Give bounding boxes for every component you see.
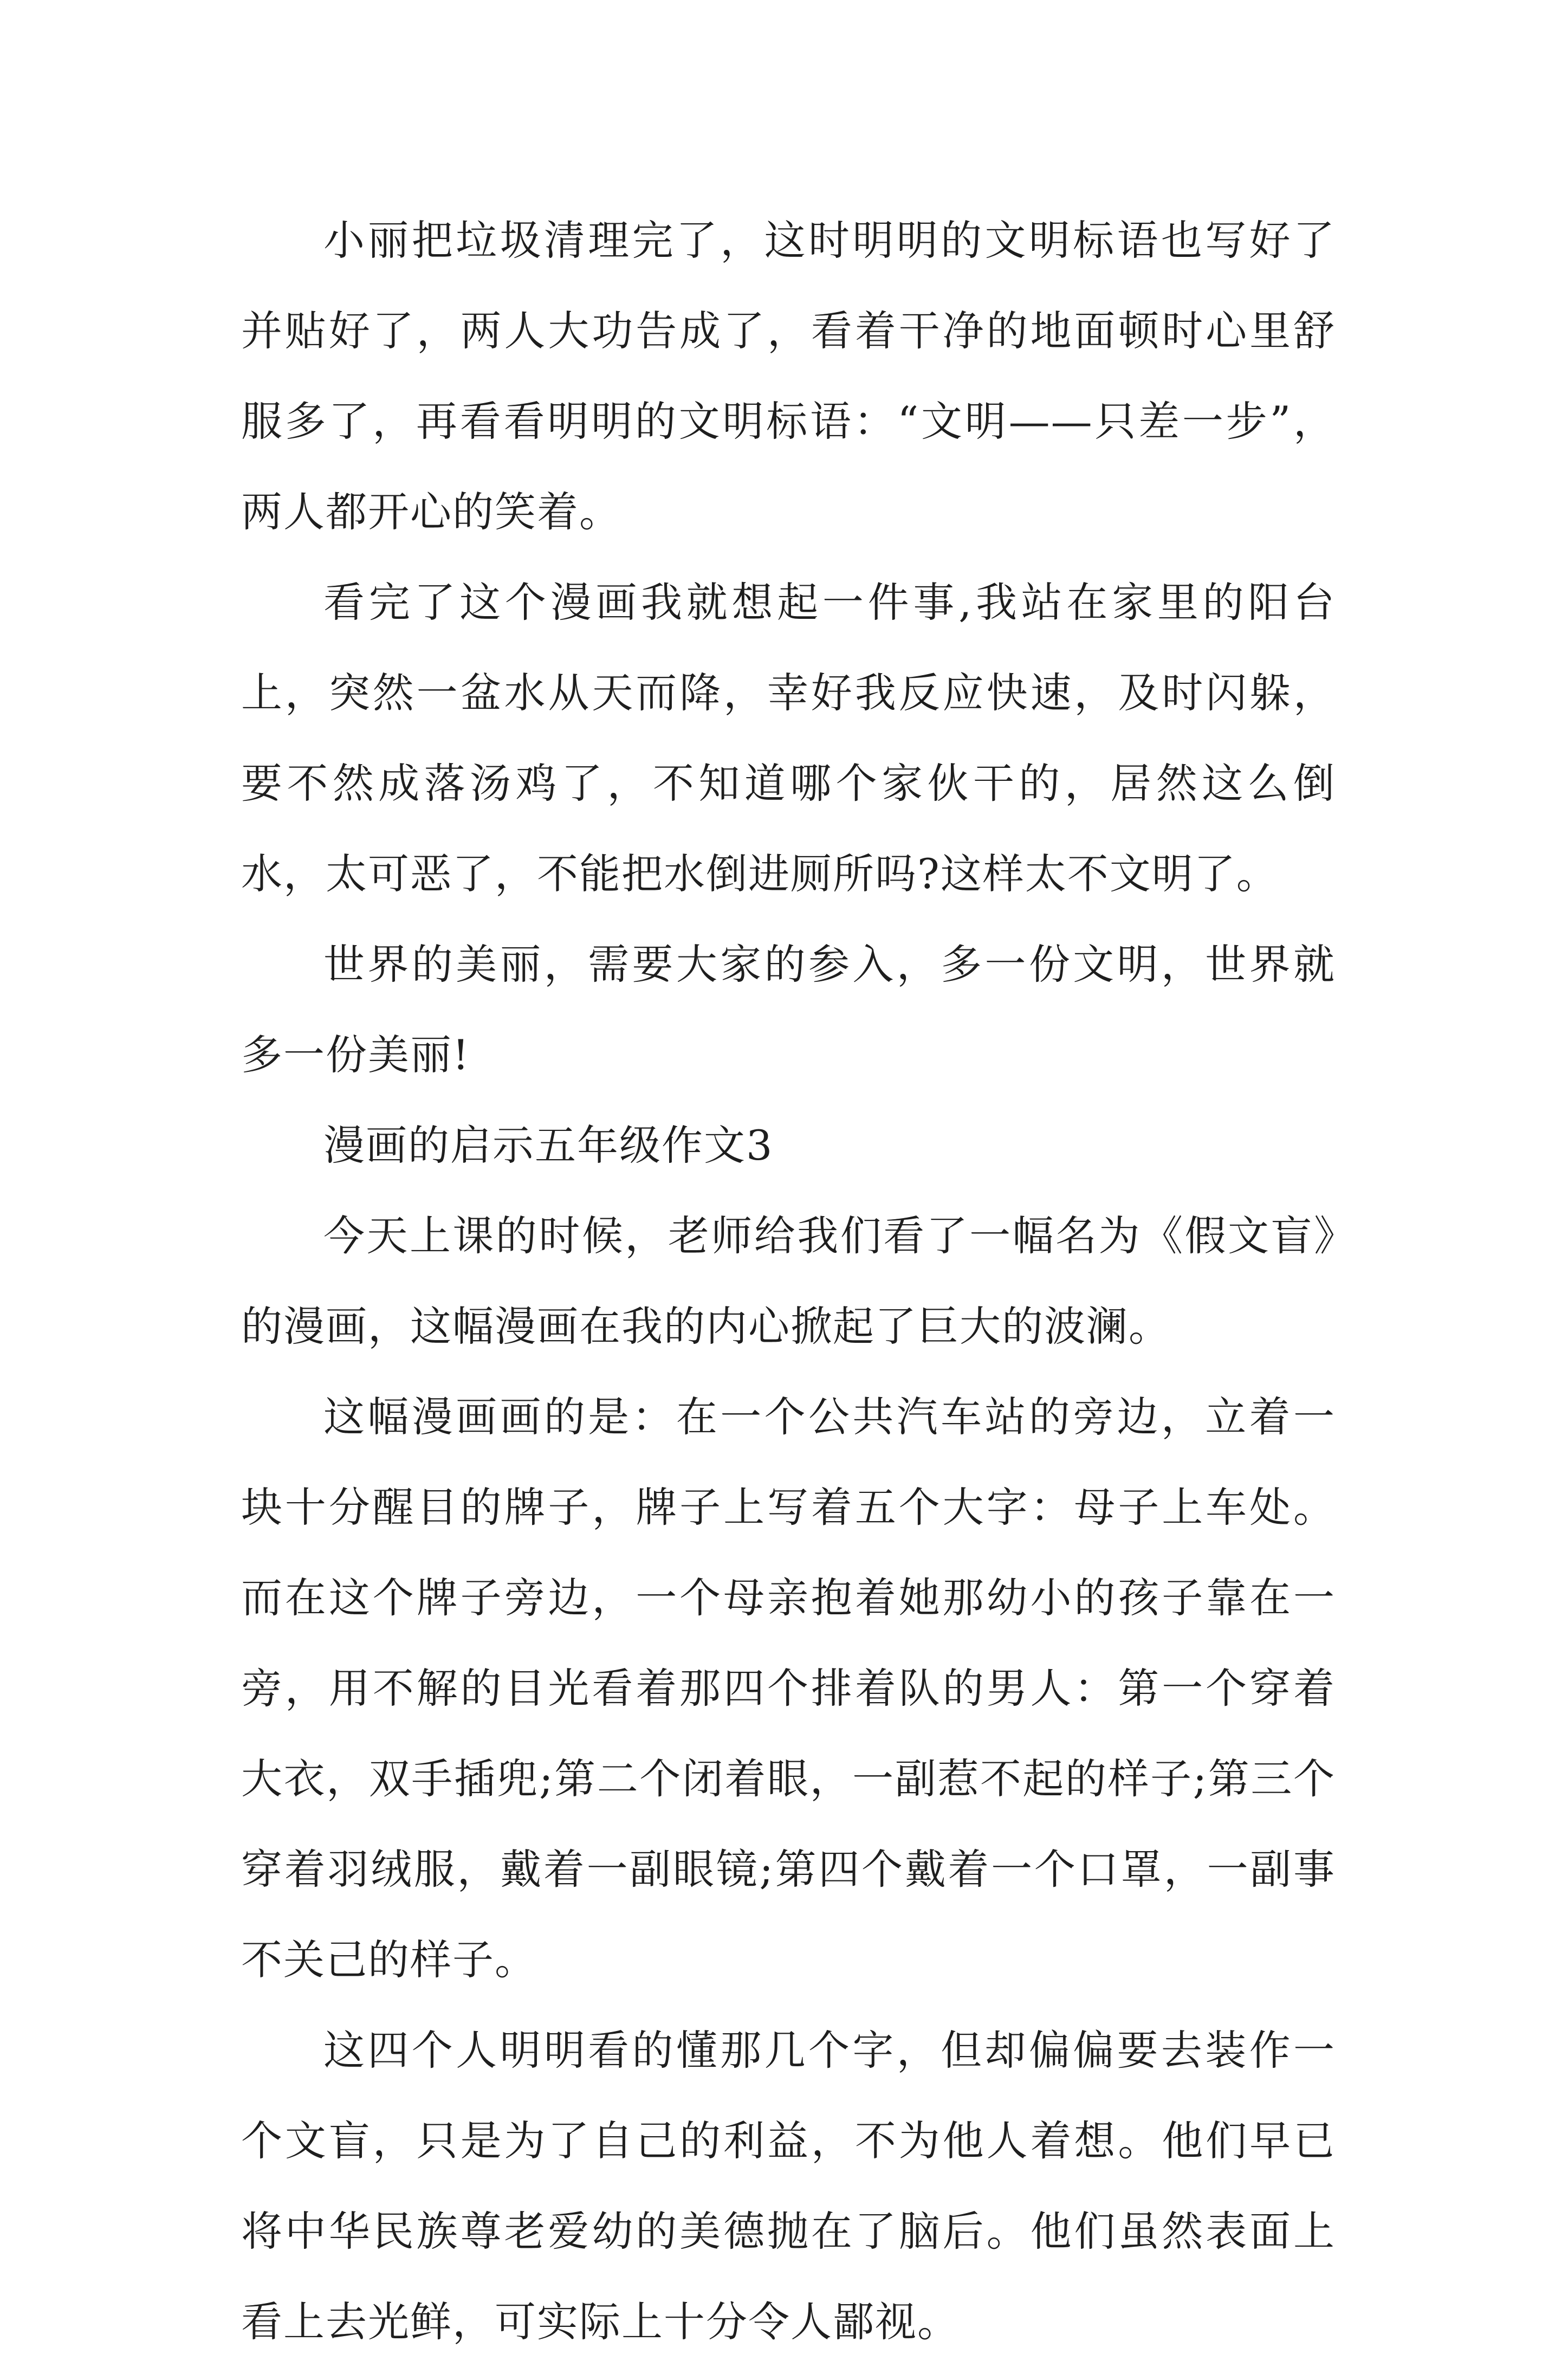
paragraph: 这四个人明明看的懂那几个字，但却偏偏要去装作一个文盲，只是为了自己的利益，不为他人着想。他们早已将中华民族尊老爱幼的美德抛在了脑后。他们虽然表面上看上去光鲜，可实际上十分令人鄙视。 (241, 2026, 1336, 2346)
paragraph: 今天上课的时候，老师给我们看了一幅名为《假文盲》的漫画，这幅漫画在我的内心掀起了巨大的波澜。 (241, 1212, 1336, 1350)
paragraph: 小丽把垃圾清理完了，这时明明的文明标语也写好了并贴好了，两人大功告成了，看着干净的地面顿时心里舒服多了，再看看明明的文明标语：“文明——只差一步”，两人都开心的笑着。 (241, 216, 1336, 536)
section-title: 漫画的启示五年级作文3 (323, 1121, 774, 1169)
document-body (241, 195, 1336, 2367)
paragraph: 看完了这个漫画我就想起一件事,我站在家里的阳台上，突然一盆水从天而降，幸好我反应快速，及时闪躲，要不然成落汤鸡了，不知道哪个家伙干的，居然这么倒水，太可恶了，不能把水倒进厕所吗?这样太不文明了。 (241, 578, 1336, 898)
paragraph: 世界的美丽，需要大家的参入，多一份文明，世界就多一份美丽! (241, 940, 1336, 1079)
paragraph: 这幅漫画画的是：在一个公共汽车站的旁边，立着一块十分醒目的牌子，牌子上写着五个大字：母子上车处。而在这个牌子旁边，一个母亲抱着她那幼小的孩子靠在一旁，用不解的目光看着那四个排着队的男人：第一个穿着大衣，双手插兜;第二个闭着眼，一副惹不起的样子;第三个穿着羽绒服，戴着一副眼镜;第四个戴着一个口罩，一副事不关己的样子。 (241, 1393, 1336, 1984)
